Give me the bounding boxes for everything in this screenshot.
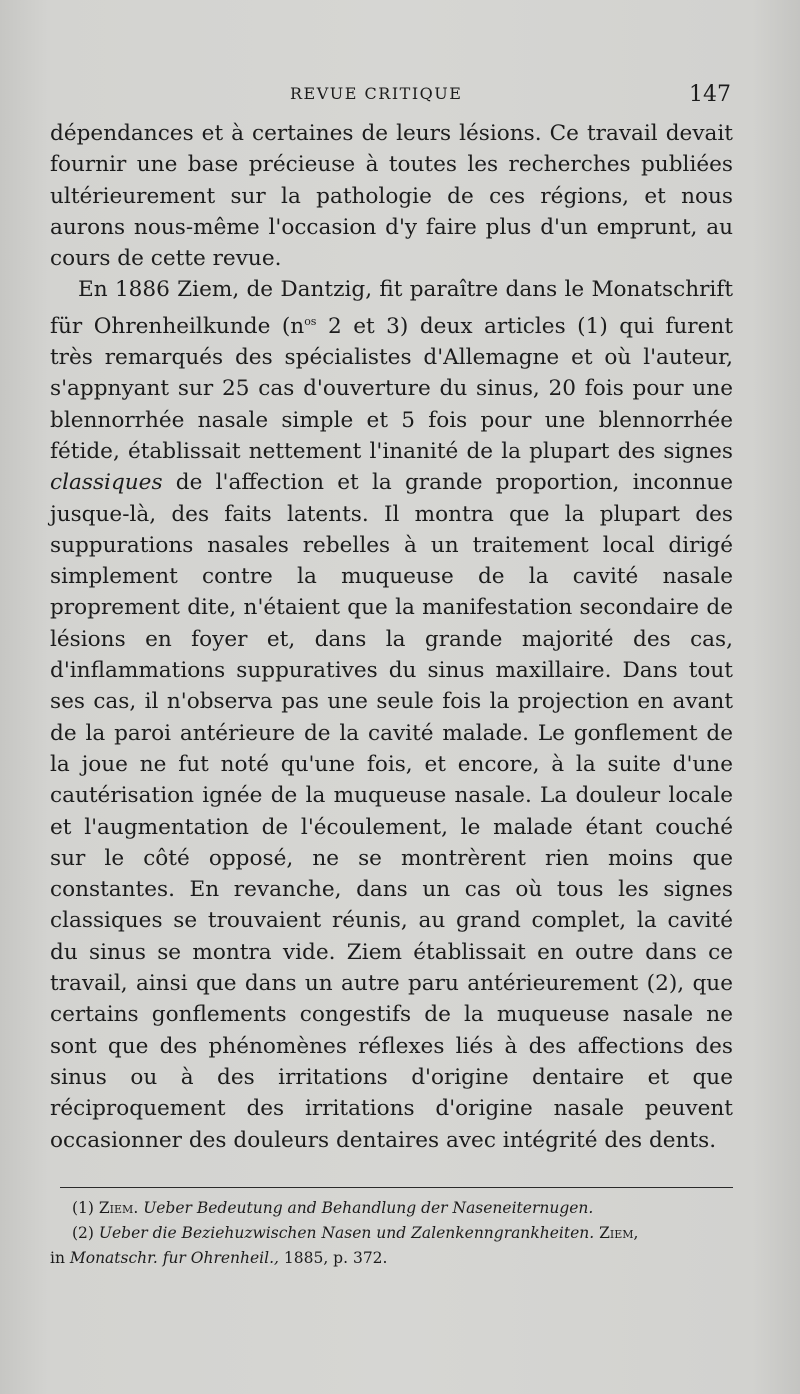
footnote-1-author: Ziem. [98,1199,139,1217]
paragraph-2 [50,274,733,1155]
footnote-2-author: Ziem, [599,1224,639,1242]
footnote-2-journal: Monatschr. fur Ohrenheil., [69,1249,279,1267]
footnote-2-prefix: in [50,1249,70,1267]
paragraph-2-part-3: de l'affection et la grande proportion, inconnue jusque-là, des faits latents. Il montra que la plupart des suppurations nasales rebelles à un traitement local dirigé simplement contre la muqueuse de la cavité nasale proprement dite, n'étaient que la manifestation secondaire de lésions en foyer et, dans la grande majorité des cas, d'inflammations suppuratives du sinus maxillaire. Dans tout ses cas, il n'observa pas une seule fois la projection en avant de la paroi antérieure de la cavité malade. Le gonflement de la joue ne fut noté qu'une fois, et encore, à la suite d'une cautérisation ignée de la muqueuse nasale. La douleur locale et l'augmentation de l'écoulement, le malade étant couché sur le côté opposé, ne se montrèrent rien moins que constantes. En revanche, dans un cas où tous les signes classiques se trouvaient réunis, au grand complet, la cavité du sinus se montra vide. Ziem établissait en outre dans ce travail, ainsi que dans un autre paru antérieurement (2), que certains gonflements congestifs de la muqueuse nasale ne sont que des phénomènes réflexes liés à des affections des sinus ou à des irritations d'origine dentaire et que réciproquement des irritations d'origine nasale peuvent occasionner des douleurs dentaires avec intégrité des dents. [50,470,733,1153]
footnote-2-number: (2) [72,1224,94,1242]
page-header [50,82,733,112]
footnote-1 [50,1196,733,1221]
page-number: 147 [689,82,731,107]
footnote-2-rest: 1885, p. 372. [278,1249,388,1267]
footnotes [50,1196,733,1271]
footnote-1-number: (1) [72,1199,94,1217]
paragraph-1: dépendances et à certaines de leurs lésions. Ce travail devait fournir une base précieuse à toutes les recherches publiées ultérieurement sur la pathologie de ces régions, et nous aurons nous-même l'occasion d'y faire plus d'un emprunt, au cours de cette revue. [50,121,733,272]
body-text [50,118,733,1156]
footnote-2-title: Ueber die Beziehuzwischen Nasen und Zalenkenngrankheiten. [98,1224,595,1242]
italic-classiques: classiques [50,470,163,496]
footnote-1-title: Ueber Bedeutung and Behandlung der Naseneiternugen. [143,1199,594,1217]
paragraph-2-part-1: En 1886 Ziem, de Dantzig, fit paraître dans le Monatschrift für Ohrenheilkunde (n [50,277,733,339]
superscript-os: os [304,314,317,328]
running-title: REVUE CRITIQUE [290,84,463,103]
footnote-2 [50,1221,733,1271]
paragraph-2-part-2: 2 et 3) deux articles (1) qui furent très remarqués des spécialistes d'Allemagne et où l'auteur, s'appnyant sur 25 cas d'ouverture du sinus, 20 fois pour une blennorrhée nasale simple et 5 fois pour une blennorrhée fétide, établissait nettement l'inanité de la plupart des signes [50,313,733,464]
footnote-rule [60,1187,733,1188]
